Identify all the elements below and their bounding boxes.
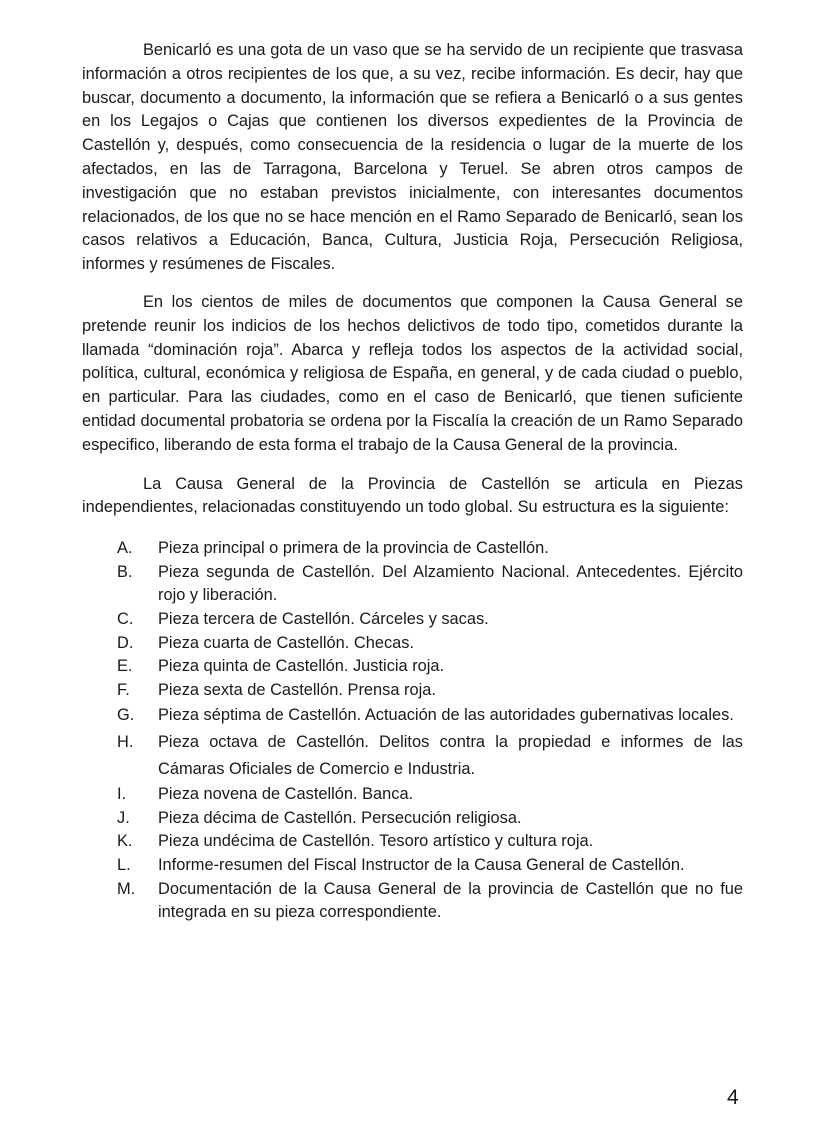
list-letter: F. bbox=[117, 680, 130, 699]
list-text: Pieza sexta de Castellón. Prensa roja. bbox=[158, 680, 436, 699]
list-item-c bbox=[82, 608, 743, 632]
list-item-i bbox=[82, 783, 743, 807]
list-text: Pieza segunda de Castellón. Del Alzamiento Nacional. Antecedentes. Ejército rojo y liberación. bbox=[158, 562, 743, 605]
list-item-d bbox=[82, 632, 743, 656]
list-item-b bbox=[82, 561, 743, 608]
list-letter: B. bbox=[117, 562, 133, 581]
list-text: Pieza tercera de Castellón. Cárceles y sacas. bbox=[158, 609, 489, 628]
list-text: Pieza principal o primera de la provincia de Castellón. bbox=[158, 539, 549, 558]
list-item-j bbox=[82, 807, 743, 831]
list-letter: G. bbox=[117, 706, 135, 725]
list-text: Informe-resumen del Fiscal Instructor de la Causa General de Castellón. bbox=[158, 856, 685, 875]
list-letter: J. bbox=[117, 808, 130, 827]
list-text: Pieza novena de Castellón. Banca. bbox=[158, 785, 414, 804]
piezas-list bbox=[82, 537, 743, 925]
list-item-g bbox=[82, 702, 743, 729]
list-item-m bbox=[82, 878, 743, 925]
list-item-k bbox=[82, 830, 743, 854]
list-letter: K. bbox=[117, 832, 133, 851]
list-text: Pieza séptima de Castellón. Actuación de las autoridades gubernativas locales. bbox=[158, 706, 734, 725]
list-letter: L. bbox=[117, 856, 131, 875]
list-item-l bbox=[82, 854, 743, 878]
list-letter: A. bbox=[117, 539, 133, 558]
list-text: Pieza cuarta de Castellón. Checas. bbox=[158, 633, 415, 652]
list-text: Pieza quinta de Castellón. Justicia roja. bbox=[158, 657, 445, 676]
page-body bbox=[82, 39, 743, 925]
list-item-a bbox=[82, 537, 743, 561]
paragraph-causa-general: En los cientos de miles de documentos que componen la Causa General se pretende reunir los indicios de los hechos delictivos de todo tipo, cometidos durante la llamada “dominación roja”. Abarca y refleja todos los aspectos de la actividad social, política, cultural, económica y religiosa de España, en general, y de cada ciudad o pueblo, en particular. Para las ciudades, como en el caso de Benicarló, que tienen suficiente entidad documental probatoria se ordena por la Fiscalía la creación de un Ramo Separado especifico, liberando de esta forma el trabajo de la Causa General de la provincia. bbox=[82, 292, 743, 454]
list-text: Documentación de la Causa General de la provincia de Castellón que no fue integrada en su pieza correspondiente. bbox=[158, 879, 743, 922]
list-letter: H. bbox=[117, 733, 134, 752]
list-letter: E. bbox=[117, 657, 133, 676]
paragraph-estructura: La Causa General de la Provincia de Castellón se articula en Piezas independientes, relacionadas constituyendo un todo global. Su estructura es la siguiente: bbox=[82, 474, 743, 517]
list-text: Pieza undécima de Castellón. Tesoro artístico y cultura roja. bbox=[158, 832, 594, 851]
list-item-f bbox=[82, 679, 743, 703]
list-item-e bbox=[82, 655, 743, 679]
list-item-h bbox=[82, 729, 743, 783]
list-letter: D. bbox=[117, 633, 134, 652]
list-text: Pieza octava de Castellón. Delitos contra la propiedad e informes de las Cámaras Oficiales de Comercio e Industria. bbox=[158, 733, 743, 779]
list-letter: C. bbox=[117, 609, 134, 628]
paragraph-benicarlo: Benicarló es una gota de un vaso que se ha servido de un recipiente que trasvasa información a otros recipientes de los que, a su vez, recibe información. Es decir, hay que buscar, documento a documento, la información que se refiera a Benicarló o a sus gentes en los Legajos o Cajas que contienen los diversos expedientes de la Provincia de Castellón y, después, como consecuencia de la residencia o lugar de la muerte de los afectados, en las de Tarragona, Barcelona y Teruel. Se abren otros campos de investigación que no estaban previstos inicialmente, con interesantes documentos relacionados, de los que no se hace mención en el Ramo Separado de Benicarló, sean los casos relativos a Educación, Banca, Cultura, Justicia Roja, Persecución Religiosa, informes y resúmenes de Fiscales. bbox=[82, 41, 743, 274]
page-number: 4 bbox=[727, 1086, 739, 1109]
list-letter: M. bbox=[117, 879, 136, 898]
list-letter: I. bbox=[117, 785, 127, 804]
list-text: Pieza décima de Castellón. Persecución religiosa. bbox=[158, 808, 522, 827]
